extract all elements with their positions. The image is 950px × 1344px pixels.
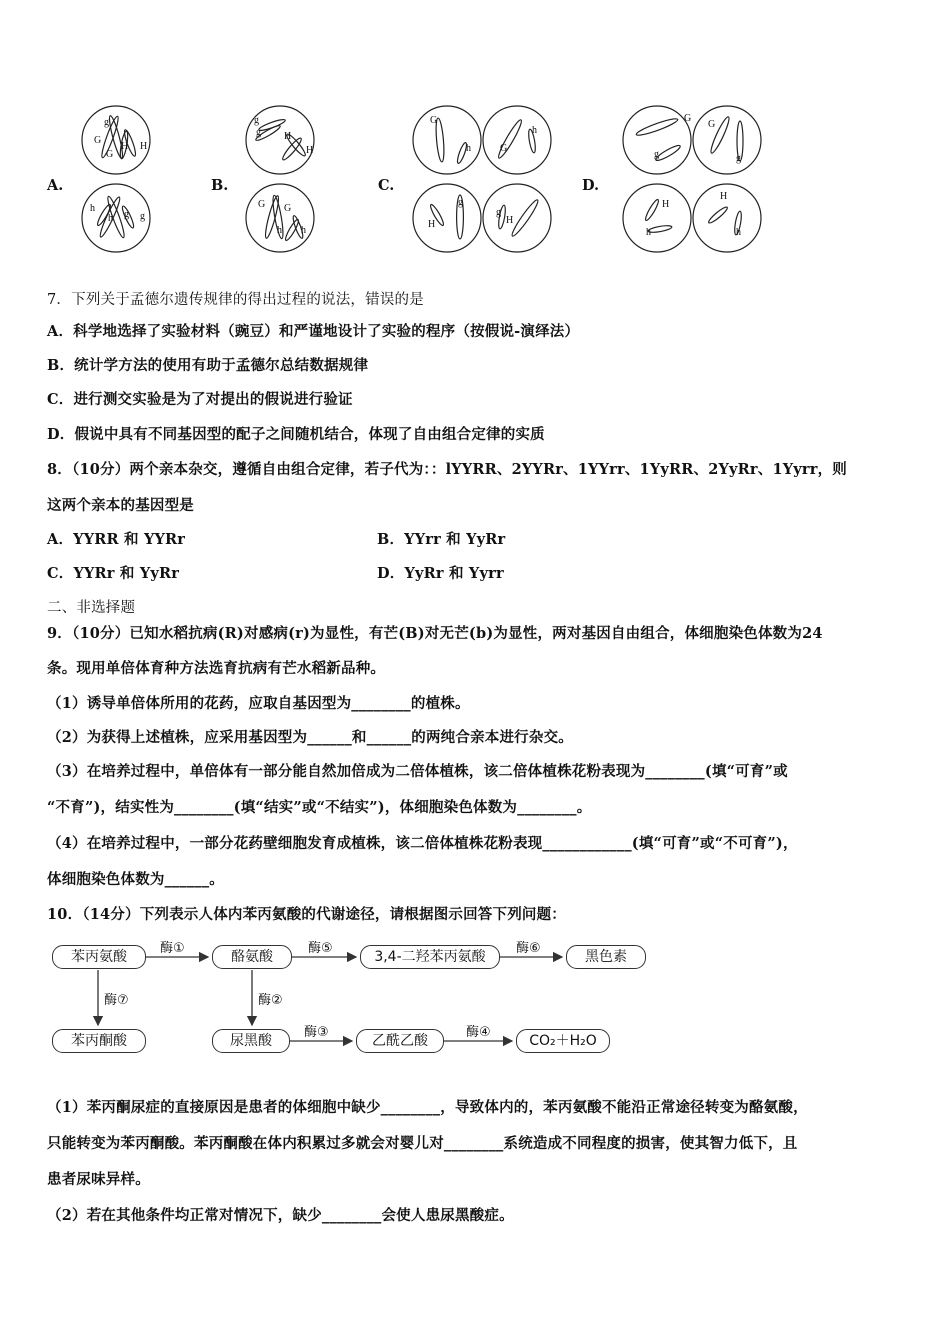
gene-label: g	[140, 211, 145, 222]
q7-option-b[interactable]: B．统计学方法的使用有助于孟德尔总结数据规律	[47, 357, 369, 374]
node-phenylpyruvate: 苯丙酮酸	[52, 1029, 146, 1053]
gene-label: G	[94, 135, 102, 146]
q10-part1-line1: （1）苯丙酮尿症的直接原因是患者的体细胞中缺少________，导致体内的，苯丙氨酸不能沿正常途径转变为酪氨酸，	[47, 1099, 808, 1116]
q10-part1-line2: 只能转变为苯丙酮酸。苯丙酮酸在体内积累过多就会对婴儿对________系统造成不同程度的损害，使其智力低下，且	[47, 1135, 798, 1152]
gene-label: h	[466, 143, 471, 154]
q8-option-a[interactable]: A．YYRR 和 YYRr	[47, 531, 186, 548]
gene-label: G	[258, 199, 266, 210]
q6-option-d-letter: D.	[582, 177, 600, 194]
gene-label: H	[140, 141, 148, 152]
gene-label: g	[104, 117, 109, 128]
node-dopa: 3,4-二羟苯丙氨酸	[360, 945, 500, 969]
gene-label: H	[121, 141, 129, 152]
q6-option-c-letter: C.	[378, 177, 395, 194]
gene-label: g	[124, 209, 129, 220]
node-tyrosine: 酪氨酸	[212, 945, 292, 969]
gene-label: H	[662, 199, 670, 210]
q7-stem: 7．下列关于孟德尔遗传规律的得出过程的说法，错误的是	[47, 292, 424, 308]
node-co2-h2o: CO₂＋H₂O	[516, 1029, 610, 1053]
gene-label: G	[106, 149, 114, 160]
gene-label: H	[428, 219, 436, 230]
q9-part1: （1）诱导单倍体所用的花药，应取自基因型为________的植株。	[47, 695, 470, 712]
gene-label: h	[90, 203, 95, 214]
q7-option-a[interactable]: A．科学地选择了实验材料（豌豆）和严谨地设计了实验的程序（按假说-演绎法）	[47, 323, 580, 340]
q9-part3-line1: （3）在培养过程中，单倍体有一部分能自然加倍成为二倍体植株，该二倍体植株花粉表现为________(填“可育”或	[47, 763, 788, 780]
q9-stem-line2: 条。现用单倍体育种方法选育抗病有芒水稻新品种。	[47, 660, 386, 677]
q9-part4-line1: （4）在培养过程中，一部分花药壁细胞发育成植株，该二倍体植株花粉表现____________(填“可育”或“不可育”)，	[47, 835, 798, 852]
node-homogentisic-acid: 尿黑酸	[212, 1029, 290, 1053]
gene-label: h	[532, 125, 537, 136]
q8-option-c[interactable]: C．YYRr 和 YyRr	[47, 565, 180, 582]
q10-part2: （2）若在其他条件均正常对情况下，缺少________会使人患尿黑酸症。	[47, 1207, 514, 1224]
enzyme-1-label: 酶①	[160, 941, 185, 956]
enzyme-6-label: 酶⑥	[516, 941, 541, 956]
node-acetoacetate: 乙酰乙酸	[356, 1029, 444, 1053]
q9-part4-line2: 体细胞染色体数为______。	[47, 871, 224, 888]
q9-part3-line2: “不育”)，结实性为________(填“结实”或“不结实”)，体细胞染色体数为________。	[47, 799, 592, 816]
q8-option-d[interactable]: D．YyRr 和 Yyrr	[377, 565, 504, 582]
gene-label: g	[654, 149, 659, 160]
q6-figure	[0, 95, 950, 265]
gene-label: h	[277, 225, 282, 236]
q8-option-b[interactable]: B．YYrr 和 YyRr	[377, 531, 506, 548]
q7-option-d[interactable]: D．假说中具有不同基因型的配子之间随机结合，体现了自由组合定律的实质	[47, 426, 545, 443]
node-phenylalanine: 苯丙氨酸	[52, 945, 146, 969]
gene-label: H	[284, 131, 292, 142]
q10-part1-line3: 患者尿味异样。	[47, 1171, 150, 1188]
gene-label: h	[646, 227, 651, 238]
gene-label: g	[736, 153, 741, 164]
gene-label: h	[301, 225, 306, 236]
q9-part2: （2）为获得上述植株，应采用基因型为______和______的两纯合亲本进行杂交。	[47, 729, 573, 746]
section-heading: 二、非选择题	[47, 600, 136, 616]
gene-label: G	[430, 115, 438, 126]
gene-label: H	[506, 215, 514, 226]
gene-label: G	[500, 143, 508, 154]
q10-stem: 10．（14分）下列表示人体内苯丙氨酸的代谢途径，请根据图示回答下列问题：	[47, 906, 567, 923]
q10-metabolic-pathway-diagram	[0, 935, 950, 1065]
gene-label: G	[708, 119, 716, 130]
enzyme-4-label: 酶④	[466, 1025, 491, 1040]
q8-stem-line1: 8．（10分）两个亲本杂交，遵循自由组合定律，若子代为：：lYYRR、2YYRr、1YYrr、1YyRR、2YyRr、1Yyrr，则	[47, 461, 847, 478]
gene-label: g	[254, 115, 259, 126]
gene-label: h	[736, 227, 741, 238]
node-melanin: 黑色素	[566, 945, 646, 969]
enzyme-3-label: 酶③	[304, 1025, 329, 1040]
gene-label: G	[284, 203, 292, 214]
q6-option-b-letter: B.	[211, 177, 229, 194]
gene-label: H	[306, 145, 314, 156]
enzyme-7-label: 酶⑦	[104, 993, 129, 1008]
enzyme-2-label: 酶②	[258, 993, 283, 1008]
gene-label: g	[496, 207, 501, 218]
q7-option-c[interactable]: C．进行测交实验是为了对提出的假说进行验证	[47, 391, 353, 408]
q9-stem-line1: 9．（10分）已知水稻抗病(R)对感病(r)为显性，有芒(B)对无芒(b)为显性，两对基因自由组合，体细胞染色体数为24	[47, 625, 823, 642]
gene-label: g	[458, 197, 463, 208]
gene-label: g	[256, 127, 261, 138]
gene-label: H	[720, 191, 728, 202]
gene-label: G	[684, 113, 692, 124]
q8-stem-line2: 这两个亲本的基因型是	[47, 497, 194, 514]
q6-option-a-letter: A.	[47, 177, 64, 194]
gene-label: h	[108, 213, 113, 224]
enzyme-5-label: 酶⑤	[308, 941, 333, 956]
